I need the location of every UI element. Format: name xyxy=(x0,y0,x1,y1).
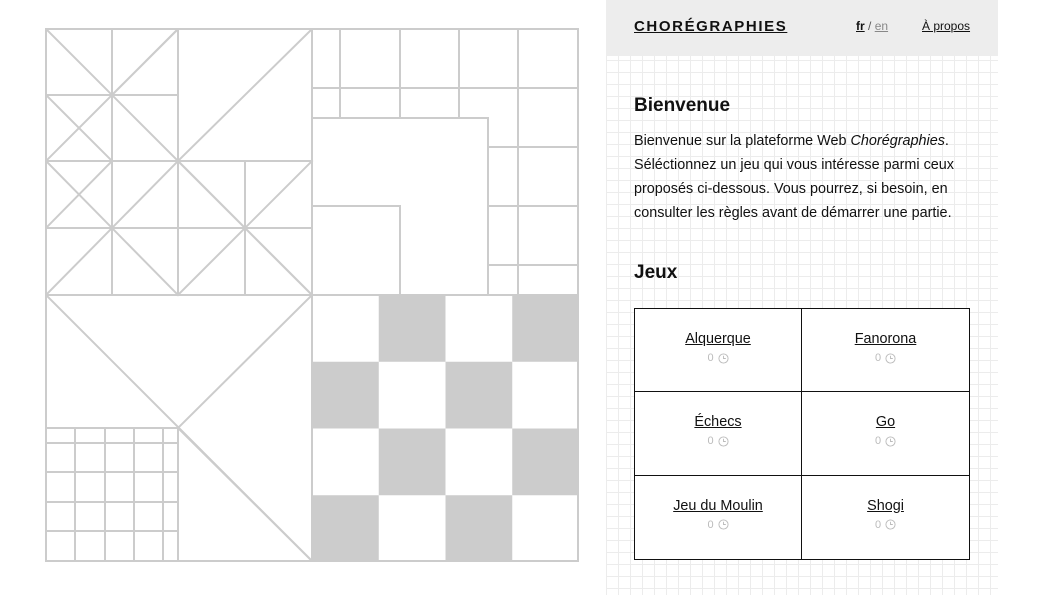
game-count: 0 xyxy=(874,352,882,364)
game-link[interactable]: Shogi xyxy=(867,497,904,514)
board-diagonal xyxy=(178,428,312,561)
lang-en-link[interactable]: en xyxy=(874,19,889,33)
game-meta xyxy=(802,435,969,447)
board-diagonal xyxy=(178,29,312,161)
about-link[interactable]: À propos xyxy=(922,19,971,33)
checker-square-dark xyxy=(446,495,513,562)
game-meta xyxy=(635,435,801,447)
game-count: 0 xyxy=(707,435,714,448)
lang-fr-link[interactable]: fr xyxy=(856,19,865,33)
game-link[interactable]: Fanorona xyxy=(854,331,917,347)
checker-square-dark xyxy=(312,495,379,562)
boards-illustration xyxy=(45,28,579,562)
intro-emphasis: Chorégraphies xyxy=(850,133,945,149)
game-cell xyxy=(802,476,969,559)
checker-square-dark xyxy=(379,429,446,496)
game-count: 0 xyxy=(707,352,714,364)
lang-separator: / xyxy=(868,19,872,33)
welcome-heading: Bienvenue xyxy=(634,95,731,116)
checker-square-dark xyxy=(312,362,379,429)
game-meta xyxy=(802,352,969,364)
clock-icon xyxy=(718,353,729,364)
game-link[interactable]: Échecs xyxy=(694,414,742,431)
checker-square-dark xyxy=(512,295,579,362)
game-cell xyxy=(802,392,969,475)
game-cell xyxy=(635,476,802,559)
clock-icon xyxy=(885,436,896,447)
game-meta xyxy=(635,352,801,364)
games-grid xyxy=(634,308,970,560)
clock-icon xyxy=(718,519,729,530)
clock-icon xyxy=(885,519,896,530)
language-switch xyxy=(856,19,888,33)
board-diagonal xyxy=(112,29,178,95)
brand-link[interactable]: CHORÉGRAPHIES xyxy=(634,18,788,35)
checker-square-dark xyxy=(446,362,513,429)
site-header xyxy=(606,0,998,56)
game-cell xyxy=(635,392,802,475)
game-meta xyxy=(802,519,969,531)
game-meta xyxy=(635,519,801,531)
game-link[interactable]: Go xyxy=(875,414,896,431)
checker-square-dark xyxy=(379,295,446,362)
welcome-text xyxy=(634,129,974,225)
game-cell xyxy=(802,309,969,392)
game-link[interactable]: Jeu du Moulin xyxy=(673,497,763,514)
game-count: 0 xyxy=(874,518,882,531)
clock-icon xyxy=(718,436,729,447)
intro-end: . Séléctionnez un jeu qui vous intéresse parmi ceux proposés ci-dessous. Vous pourrez, si besoin, en consulter les règles avant de démarrer une partie. xyxy=(634,133,954,221)
board-diagonal xyxy=(178,295,312,428)
intro-start: Bienvenue sur la plateforme Web xyxy=(634,133,851,149)
clock-icon xyxy=(885,353,896,364)
side-panel xyxy=(606,0,998,595)
game-count: 0 xyxy=(707,518,714,531)
game-count: 0 xyxy=(874,435,882,448)
games-heading: Jeux xyxy=(634,262,678,283)
checker-square-dark xyxy=(512,429,579,496)
game-cell xyxy=(635,309,802,392)
game-link[interactable]: Alquerque xyxy=(685,331,751,347)
